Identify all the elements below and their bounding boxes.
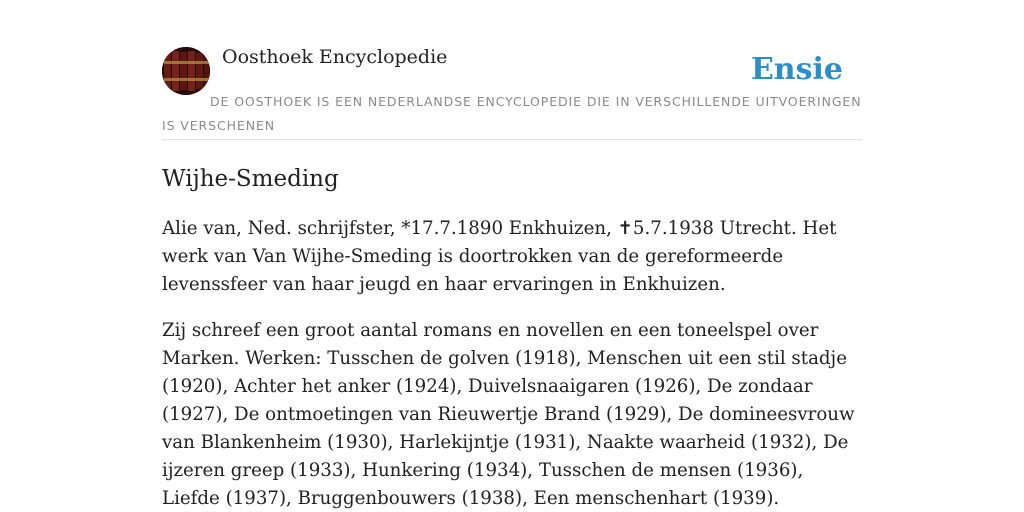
article-paragraph-1: Alie van, Ned. schrijfster, *17.7.1890 Enkhuizen, ✝5.7.1938 Utrecht. Het werk van Van Wijhe-Smeding is doortrokken van de gereformeerde levenssfeer van haar jeugd en haar ervaringen in Enkhuizen.	[162, 218, 837, 295]
ensie-logo-link[interactable]: Ensie	[750, 52, 843, 87]
header-divider	[162, 139, 862, 140]
site-header	[162, 0, 862, 140]
site-title[interactable]: Oosthoek Encyclopedie	[222, 46, 448, 68]
site-tagline: DE OOSTHOEK IS EEN NEDERLANDSE ENCYCLOPEDIE DIE IN VERSCHILLENDE UITVOERINGEN IS VERSCHENEN	[162, 94, 862, 133]
article-title: Wijhe-Smeding	[162, 166, 339, 192]
encyclopedia-avatar-icon[interactable]	[162, 47, 210, 95]
article-paragraph-2: Zij schreef een groot aantal romans en novellen en een toneelspel over Marken. Werken: Tusschen de golven (1918), Menschen uit een stil stadje (1920), Achter het anker (1924), Duivelsnaaigaren (1926), De zondaar (1927), De ontmoetingen van Rieuwertje Brand (1929), De domineesvrouw van Blankenheim (1930), Harlekijntje (1931), Naakte waarheid (1932), De ijzeren greep (1933), Hunkering (1934), Tusschen de mensen (1936), Liefde (1937), Bruggenbouwers (1938), Een menschenhart (1939).	[162, 320, 855, 509]
article	[162, 160, 862, 512]
